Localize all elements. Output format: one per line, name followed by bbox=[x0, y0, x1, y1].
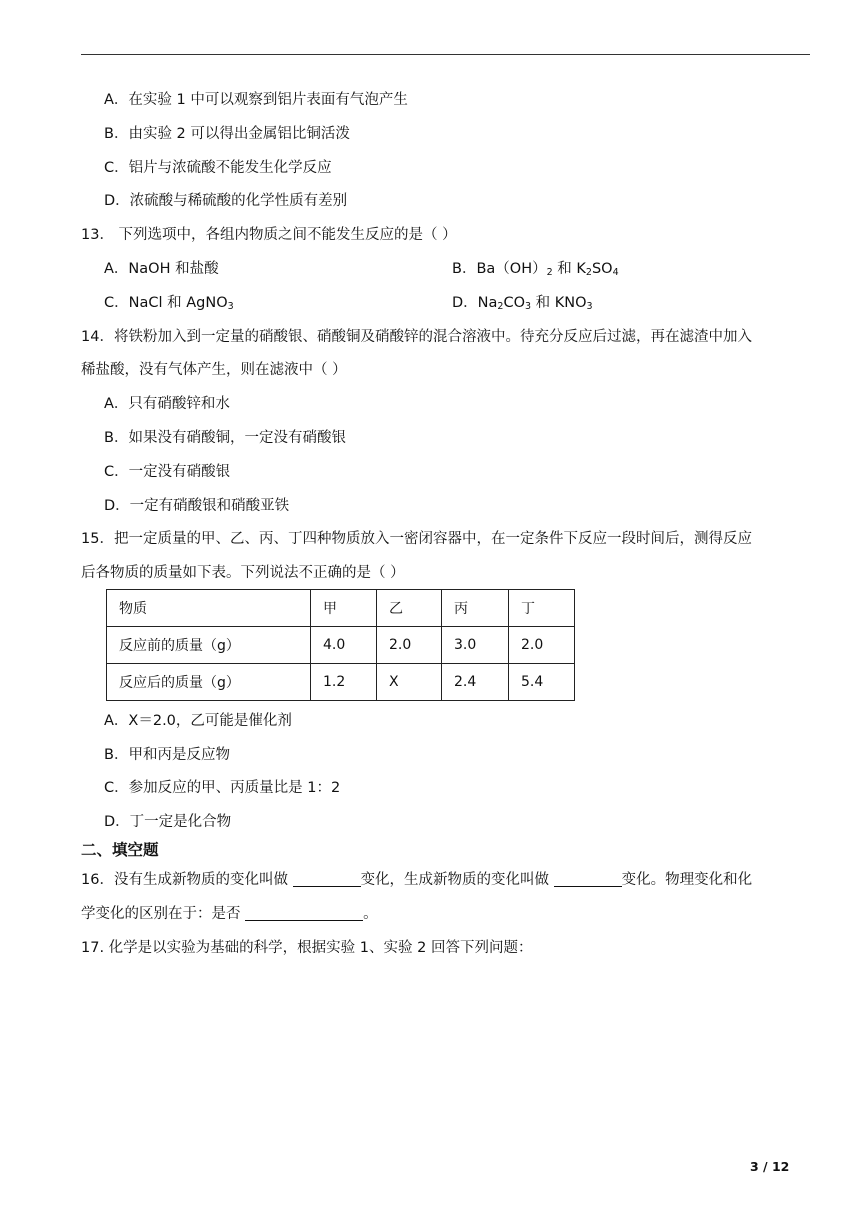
q13-option-d: D．$Na_2CO_3$ 和 $KNO_3$ bbox=[452, 295, 593, 312]
q14-option-d: D．一定有硝酸银和硝酸亚铁 bbox=[104, 498, 290, 514]
table-header-cell: 乙 bbox=[377, 590, 442, 627]
q15-option-b: B．甲和丙是反应物 bbox=[104, 747, 230, 763]
q15-option-c: C．参加反应的甲、丙质量比是 1：2 bbox=[104, 780, 341, 796]
table-cell: 反应前的质量（g） bbox=[107, 627, 311, 664]
page-number: 3 / 12 bbox=[750, 1159, 790, 1174]
q15-stem-line2: 后各物质的质量如下表。下列说法不正确的是（ ） bbox=[81, 565, 405, 581]
q14-option-a: A．只有硝酸锌和水 bbox=[104, 396, 230, 412]
q13-stem: 13． 下列选项中，各组内物质之间不能发生反应的是（ ） bbox=[81, 227, 457, 243]
fill-blank[interactable] bbox=[245, 906, 363, 921]
q12-option-d: D．浓硫酸与稀硫酸的化学性质有差别 bbox=[104, 193, 348, 209]
table-cell: 反应后的质量（g） bbox=[107, 664, 311, 701]
table-cell: 2.4 bbox=[442, 664, 509, 701]
table-cell: 3.0 bbox=[442, 627, 509, 664]
table-row bbox=[107, 664, 575, 701]
q17-stem: 17. 化学是以实验为基础的科学，根据实验 1、实验 2 回答下列问题： bbox=[81, 940, 533, 956]
q13-option-b: B．$Ba(OH)_2$ 和 $K_2SO_4$ bbox=[452, 261, 619, 278]
q14-stem-line2: 稀盐酸，没有气体产生，则在滤液中（ ） bbox=[81, 362, 347, 378]
table-cell: 1.2 bbox=[311, 664, 377, 701]
q13-option-c: C．NaCl 和 AgNO$_3$ bbox=[104, 295, 234, 312]
fill-blank[interactable] bbox=[554, 872, 622, 887]
mass-table bbox=[106, 589, 575, 701]
q15-option-d: D．丁一定是化合物 bbox=[104, 814, 232, 830]
table-cell: 4.0 bbox=[311, 627, 377, 664]
table-cell: 2.0 bbox=[509, 627, 575, 664]
table-cell: 2.0 bbox=[377, 627, 442, 664]
table-header-cell: 丁 bbox=[509, 590, 575, 627]
table-header-row bbox=[107, 590, 575, 627]
q14-stem-line1: 14．将铁粉加入到一定量的硝酸银、硝酸铜及硝酸锌的混合溶液中。待充分反应后过滤，再在滤渣中加入 bbox=[81, 329, 752, 345]
section-title: 二、填空题 bbox=[81, 841, 159, 859]
q12-option-b: B．由实验 2 可以得出金属铝比铜活泼 bbox=[104, 126, 350, 142]
q16-line2: 学变化的区别在于：是否 。 bbox=[81, 906, 378, 922]
header-rule bbox=[81, 54, 810, 55]
q13-option-a: A．NaOH 和盐酸 bbox=[104, 261, 219, 277]
q14-option-b: B．如果没有硝酸铜，一定没有硝酸银 bbox=[104, 430, 346, 446]
q15-option-a: A．X＝2.0，乙可能是催化剂 bbox=[104, 713, 292, 729]
table-header-cell: 丙 bbox=[442, 590, 509, 627]
table-row bbox=[107, 627, 575, 664]
fill-blank[interactable] bbox=[293, 872, 361, 887]
table-cell: X bbox=[377, 664, 442, 701]
q12-option-c: C．铝片与浓硫酸不能发生化学反应 bbox=[104, 160, 332, 176]
q16-line1: 16．没有生成新物质的变化叫做 变化，生成新物质的变化叫做 变化。物理变化和化 bbox=[81, 872, 753, 888]
q15-stem-line1: 15．把一定质量的甲、乙、丙、丁四种物质放入一密闭容器中，在一定条件下反应一段时间后，测得反应 bbox=[81, 531, 752, 547]
table-header-cell: 物质 bbox=[107, 590, 311, 627]
table-header-cell: 甲 bbox=[311, 590, 377, 627]
q14-option-c: C．一定没有硝酸银 bbox=[104, 464, 231, 480]
q12-option-a: A．在实验 1 中可以观察到铝片表面有气泡产生 bbox=[104, 92, 408, 108]
table-cell: 5.4 bbox=[509, 664, 575, 701]
